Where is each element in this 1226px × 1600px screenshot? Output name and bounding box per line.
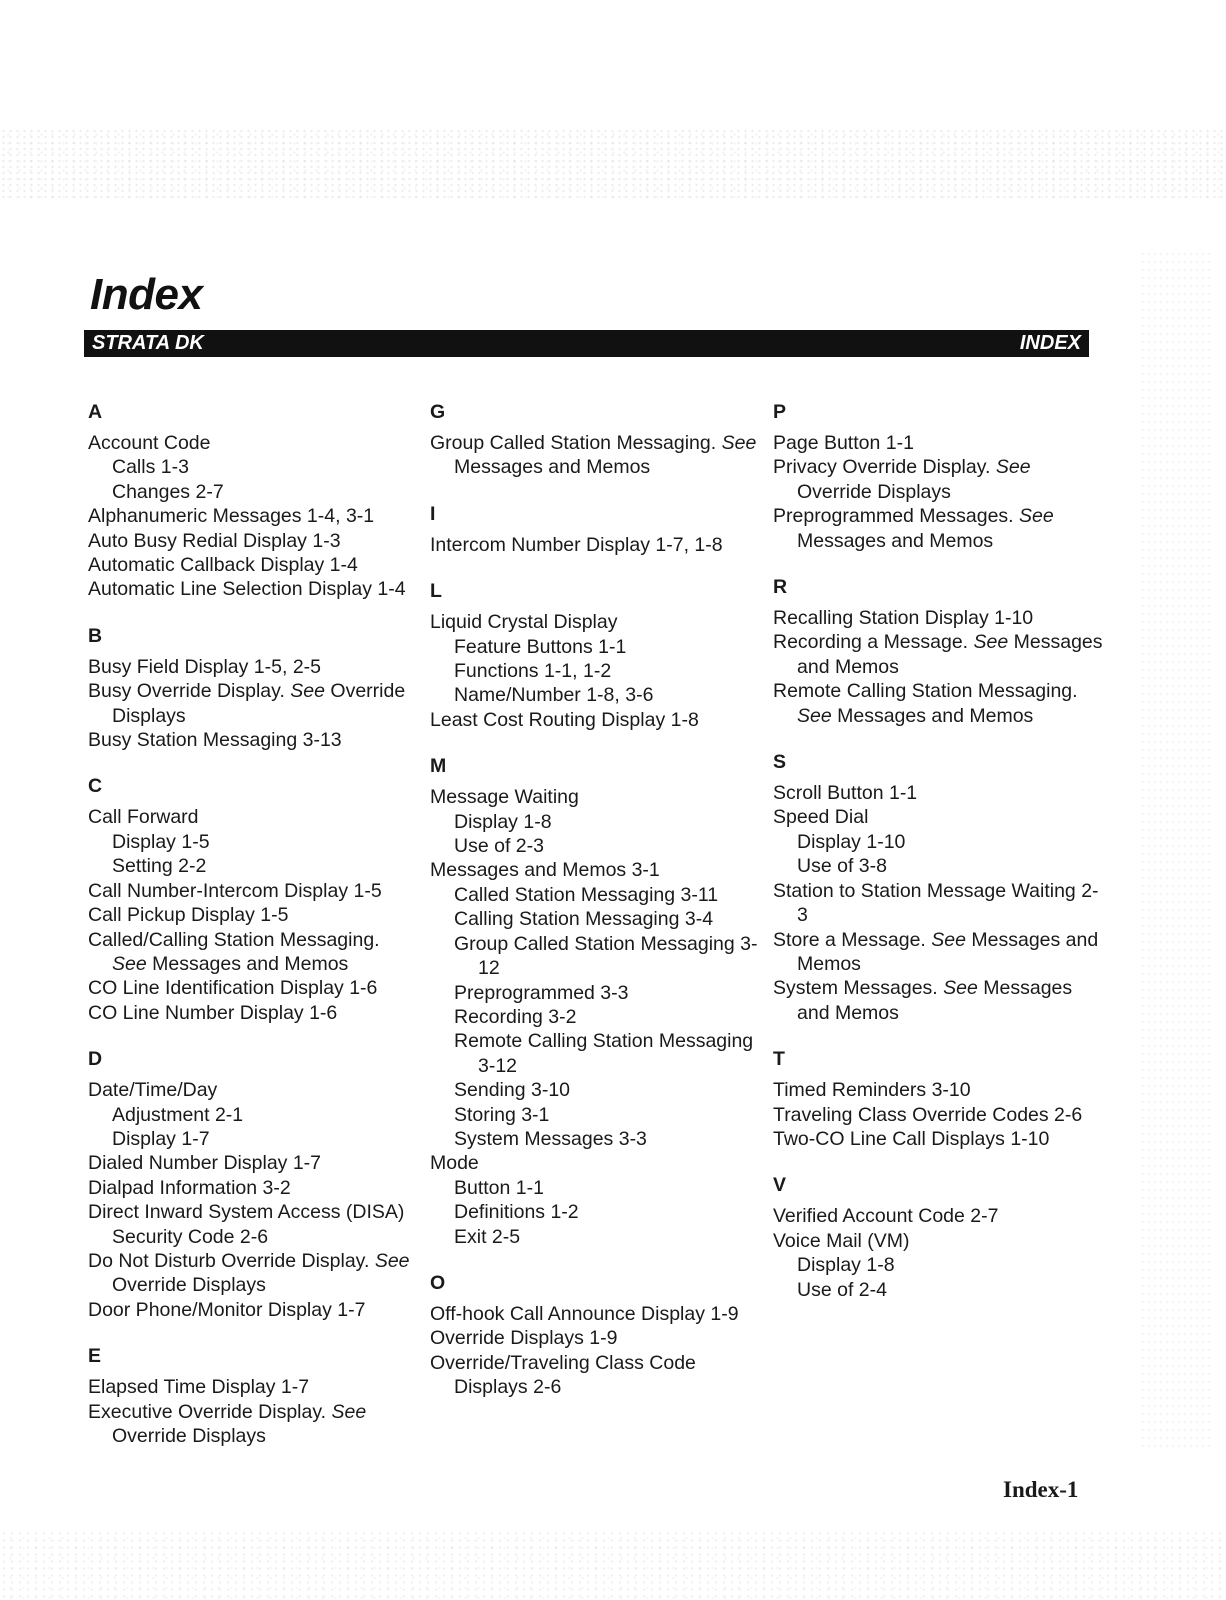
- entry-text: Display 1-8: [454, 810, 552, 833]
- see-reference-target: Override Displays: [112, 1274, 266, 1297]
- entry-text: Busy Station Messaging 3-13: [88, 729, 342, 752]
- entry-text: Use of 3-8: [797, 855, 887, 878]
- entry-text: Do Not Disturb Override Display.: [88, 1249, 370, 1272]
- index-subentry: [430, 1176, 760, 1200]
- page-number: Index-1: [1003, 1477, 1079, 1502]
- entry-text: Call Pickup Display 1-5: [88, 904, 289, 927]
- index-entry: [773, 1078, 1103, 1102]
- index-section-e: [88, 1344, 418, 1448]
- entry-text: CO Line Number Display 1-6: [88, 1001, 338, 1024]
- entry-text: Message Waiting: [430, 786, 579, 809]
- index-entry: [88, 1176, 418, 1200]
- index-entry: [88, 431, 418, 455]
- entry-text: Name/Number 1-8, 3-6: [454, 684, 654, 707]
- scan-noise-top: [0, 128, 1226, 198]
- index-subentry: [773, 830, 1103, 854]
- see-reference-label: See: [1019, 505, 1054, 528]
- entry-text: Direct Inward System Access (DISA) Security Code 2-6: [88, 1201, 405, 1248]
- index-subentry: [430, 683, 760, 707]
- index-entry: [430, 785, 760, 809]
- entry-text: Use of 2-3: [454, 835, 544, 858]
- entry-text: Scroll Button 1-1: [773, 782, 918, 805]
- see-reference-label: See: [112, 952, 147, 975]
- section-letter: I: [430, 502, 436, 525]
- entry-text: Dialed Number Display 1-7: [88, 1152, 322, 1175]
- index-entry: [430, 610, 760, 634]
- entry-text: Call Forward: [88, 806, 199, 829]
- index-entry: [430, 1326, 760, 1350]
- see-reference-target: Messages and Memos: [797, 977, 1073, 1024]
- index-entry: [88, 1249, 418, 1298]
- section-letter: C: [88, 775, 103, 798]
- index-subentry: [430, 981, 760, 1005]
- entry-text: Functions 1-1, 1-2: [454, 660, 612, 683]
- see-reference-label: See: [721, 432, 757, 454]
- index-subentry: [430, 834, 760, 858]
- section-letter: T: [773, 1048, 785, 1071]
- entry-text: Setting 2-2: [112, 855, 207, 878]
- index-entry: [88, 504, 418, 528]
- see-reference-label: See: [931, 928, 966, 951]
- index-subentry: [88, 830, 418, 854]
- index-entry: [88, 928, 418, 977]
- entry-text: Traveling Class Override Codes 2-6: [773, 1103, 1083, 1126]
- entry-text: Display 1-7: [112, 1127, 210, 1150]
- index-entry: [773, 1229, 1103, 1253]
- index-entry: [773, 630, 1103, 679]
- index-section-s: [773, 750, 1103, 1025]
- entry-text: Elapsed Time Display 1-7: [88, 1376, 310, 1399]
- entry-text: Preprogrammed 3-3: [454, 981, 629, 1004]
- index-entry: [430, 708, 760, 732]
- see-reference-target: Override Displays: [112, 680, 406, 727]
- entry-text: Group Called Station Messaging.: [430, 432, 717, 454]
- entry-text: Page Button 1-1: [773, 432, 914, 454]
- entry-text: Executive Override Display.: [88, 1400, 327, 1423]
- entry-text: Remote Calling Station Messaging.: [773, 680, 1078, 703]
- entry-text: Busy Field Display 1-5, 2-5: [88, 655, 322, 678]
- entry-text: Intercom Number Display 1-7, 1-8: [430, 533, 723, 556]
- entry-text: Automatic Callback Display 1-4: [88, 554, 358, 577]
- see-reference-target: Messages and Memos: [797, 928, 1099, 975]
- index-entry: [88, 1001, 418, 1025]
- index-subentry: [430, 810, 760, 834]
- see-reference-target: Messages and Memos: [797, 631, 1103, 678]
- index-section-r: [773, 575, 1103, 728]
- index-subentry: [430, 1029, 760, 1078]
- see-reference-label: See: [374, 1249, 410, 1272]
- see-reference-label: See: [797, 704, 832, 727]
- entry-text: System Messages.: [773, 977, 938, 1000]
- index-entry: [88, 976, 418, 1000]
- index-entry: [88, 903, 418, 927]
- index-entry: [773, 928, 1103, 977]
- entry-text: Remote Calling Station Messaging 3-12: [454, 1030, 754, 1077]
- entry-text: Privacy Override Display.: [773, 456, 991, 479]
- index-subentry: [773, 1278, 1103, 1302]
- index-subentry: [88, 1127, 418, 1151]
- see-reference-label: See: [973, 631, 1009, 654]
- index-section-i: [430, 502, 760, 557]
- index-entry: [773, 679, 1103, 728]
- index-subentry: [430, 1103, 760, 1127]
- entry-text: Preprogrammed Messages.: [773, 505, 1014, 528]
- entry-text: Liquid Crystal Display: [430, 611, 618, 634]
- entry-text: Display 1-8: [797, 1254, 895, 1277]
- section-letter: E: [88, 1345, 102, 1368]
- entry-text: Changes 2-7: [112, 480, 224, 503]
- section-letter: L: [430, 580, 442, 603]
- scan-noise-right: [1140, 250, 1210, 1450]
- index-entry: [773, 455, 1103, 504]
- section-letter: O: [430, 1271, 446, 1294]
- see-reference-label: See: [331, 1400, 367, 1423]
- see-reference-label: See: [943, 977, 978, 1000]
- index-subentry: [430, 1078, 760, 1102]
- header-right-label: INDEX: [1019, 332, 1081, 354]
- index-subentry: [430, 932, 760, 981]
- index-entry: [88, 679, 418, 728]
- entry-text: Automatic Line Selection Display 1-4: [88, 578, 406, 601]
- index-column-1: [88, 400, 418, 1470]
- index-entry: [88, 1400, 418, 1449]
- index-subentry: [430, 1225, 760, 1249]
- index-subentry: [773, 1253, 1103, 1277]
- entry-text: Store a Message.: [773, 928, 926, 951]
- index-entry: [430, 1151, 760, 1175]
- index-subentry: [430, 1127, 760, 1151]
- scan-noise-bottom: [0, 1530, 1226, 1600]
- index-subentry: [430, 659, 760, 683]
- entry-text: Messages and Memos 3-1: [430, 859, 660, 882]
- section-letter: R: [773, 576, 788, 599]
- section-letter: A: [88, 401, 103, 423]
- index-entry: [773, 879, 1103, 928]
- entry-text: System Messages 3-3: [454, 1127, 647, 1150]
- entry-text: Off-hook Call Announce Display 1-9: [430, 1302, 739, 1325]
- index-subentry: [773, 854, 1103, 878]
- index-entry: [773, 805, 1103, 829]
- see-reference-target: Override Displays: [112, 1425, 266, 1447]
- index-entry: [773, 606, 1103, 630]
- index-entry: [430, 533, 760, 557]
- entry-text: Station to Station Message Waiting 2-3: [773, 879, 1099, 927]
- see-reference-target: Messages and Memos: [152, 952, 349, 975]
- index-entry: [773, 431, 1103, 455]
- index-column-3: [773, 400, 1103, 1324]
- index-entry: [88, 577, 418, 601]
- index-entry: [88, 728, 418, 752]
- entry-text: Sending 3-10: [454, 1079, 571, 1102]
- index-subentry: [88, 854, 418, 878]
- index-subentry: [88, 480, 418, 504]
- entry-text: CO Line Identification Display 1-6: [88, 977, 378, 1000]
- entry-text: Recording a Message.: [773, 631, 969, 654]
- index-entry: [430, 431, 760, 480]
- entry-text: Storing 3-1: [454, 1103, 550, 1126]
- section-letter: M: [430, 755, 447, 778]
- entry-text: Date/Time/Day: [88, 1079, 218, 1102]
- entry-text: Timed Reminders 3-10: [773, 1079, 971, 1102]
- index-entry: [88, 1200, 418, 1249]
- entry-text: Display 1-10: [797, 830, 906, 853]
- index-section-t: [773, 1047, 1103, 1151]
- entry-text: Account Code: [88, 432, 211, 454]
- index-section-o: [430, 1271, 760, 1400]
- header-left-label: STRATA DK: [92, 332, 204, 354]
- entry-text: Use of 2-4: [797, 1278, 887, 1301]
- index-entry: [88, 553, 418, 577]
- section-letter: P: [773, 401, 787, 423]
- index-subentry: [430, 1005, 760, 1029]
- entry-text: Recalling Station Display 1-10: [773, 607, 1034, 630]
- index-subentry: [430, 1200, 760, 1224]
- index-entry: [773, 781, 1103, 805]
- index-section-b: [88, 624, 418, 753]
- index-entry: [773, 1127, 1103, 1151]
- section-letter: D: [88, 1048, 103, 1071]
- index-section-v: [773, 1173, 1103, 1302]
- index-subentry: [88, 455, 418, 479]
- index-section-a: [88, 400, 418, 602]
- entry-text: Door Phone/Monitor Display 1-7: [88, 1298, 366, 1321]
- index-subentry: [430, 907, 760, 931]
- section-letter: B: [88, 624, 103, 647]
- index-entry: [430, 1302, 760, 1326]
- entry-text: Speed Dial: [773, 806, 869, 829]
- see-reference-label: See: [290, 680, 325, 703]
- section-letter: S: [773, 751, 787, 774]
- index-entry: [773, 1103, 1103, 1127]
- entry-text: Verified Account Code 2-7: [773, 1205, 999, 1228]
- entry-text: Mode: [430, 1152, 479, 1175]
- index-entry: [88, 1151, 418, 1175]
- entry-text: Busy Override Display.: [88, 680, 285, 703]
- index-entry: [773, 976, 1103, 1025]
- index-entry: [88, 1298, 418, 1322]
- entry-text: Call Number-Intercom Display 1-5: [88, 879, 382, 902]
- entry-text: Least Cost Routing Display 1-8: [430, 708, 699, 731]
- see-reference-target: Messages and Memos: [797, 529, 994, 552]
- index-entry: [88, 879, 418, 903]
- index-entry: [88, 1078, 418, 1102]
- entry-text: Override Displays 1-9: [430, 1327, 618, 1350]
- entry-text: Group Called Station Messaging 3-12: [454, 932, 758, 980]
- section-letter: G: [430, 401, 446, 423]
- entry-text: Button 1-1: [454, 1176, 544, 1199]
- entry-text: Called Station Messaging 3-11: [454, 883, 719, 906]
- index-entry: [430, 858, 760, 882]
- entry-text: Calling Station Messaging 3-4: [454, 908, 714, 931]
- entry-text: Display 1-5: [112, 830, 210, 853]
- entry-text: Dialpad Information 3-2: [88, 1176, 291, 1199]
- index-entry: [88, 529, 418, 553]
- see-reference-label: See: [995, 456, 1031, 479]
- entry-text: Two-CO Line Call Displays 1-10: [773, 1127, 1050, 1150]
- entry-text: Voice Mail (VM): [773, 1229, 910, 1252]
- entry-text: Adjustment 2-1: [112, 1103, 244, 1126]
- see-reference-target: Messages and Memos: [837, 704, 1034, 727]
- see-reference-target: Override Displays: [797, 480, 951, 503]
- index-entry: [88, 655, 418, 679]
- index-entry: [430, 1351, 760, 1400]
- index-section-l: [430, 579, 760, 732]
- entry-text: Feature Buttons 1-1: [454, 635, 627, 658]
- index-section-p: [773, 400, 1103, 553]
- entry-text: Alphanumeric Messages 1-4, 3-1: [88, 505, 375, 528]
- index-section-m: [430, 754, 760, 1249]
- header-bar: [84, 330, 1089, 357]
- see-reference-target: Messages and Memos: [454, 456, 651, 479]
- entry-text: Auto Busy Redial Display 1-3: [88, 529, 341, 552]
- index-entry: [88, 805, 418, 829]
- index-entry: [773, 1204, 1103, 1228]
- entry-text: Exit 2-5: [454, 1225, 521, 1248]
- index-subentry: [430, 635, 760, 659]
- index-section-c: [88, 774, 418, 1025]
- index-section-g: [430, 400, 760, 480]
- entry-text: Override/Traveling Class Code Displays 2-6: [430, 1351, 696, 1399]
- page-title: Index: [90, 270, 203, 319]
- entry-text: Recording 3-2: [454, 1005, 577, 1028]
- entry-text: Definitions 1-2: [454, 1201, 579, 1224]
- index-entry: [88, 1375, 418, 1399]
- index-section-d: [88, 1047, 418, 1322]
- index-entry: [773, 504, 1103, 553]
- index-column-2: [430, 400, 760, 1422]
- index-subentry: [430, 883, 760, 907]
- index-subentry: [88, 1103, 418, 1127]
- section-letter: V: [773, 1174, 787, 1197]
- entry-text: Called/Calling Station Messaging.: [88, 928, 380, 951]
- entry-text: Calls 1-3: [112, 456, 189, 479]
